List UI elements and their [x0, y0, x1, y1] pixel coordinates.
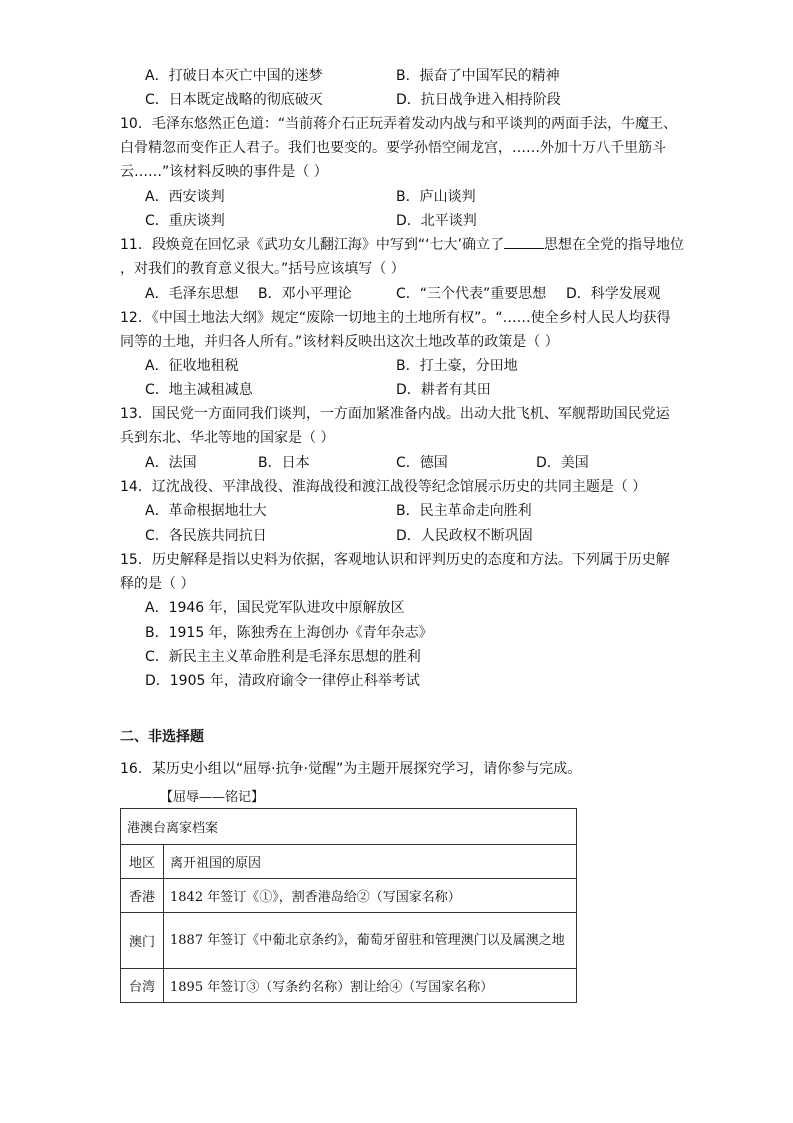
q12-option-b: B．打土豪，分田地 [396, 358, 518, 374]
q12-option-c: C．地主减租减息 [145, 382, 253, 398]
q11-stem-line2: ，对我们的教育意义很大。”括号应该填写（ ） [120, 261, 405, 277]
q15-option-b: B．1915 年，陈独秀在上海创办《青年杂志》 [145, 625, 433, 641]
q10-option-c: C．重庆谈判 [145, 213, 225, 229]
q11-blank [504, 236, 544, 249]
table-header-reason: 离开祖国的原因 [164, 845, 577, 879]
q10-stem-line2: 白骨精忽而变作正人君子。我们也要变的。要学孙悟空闹龙宫，……外加十万八千里筋斗 [120, 140, 666, 156]
q11-option-a: A．毛泽东思想 [145, 286, 239, 302]
q13-option-a: A．法国 [145, 455, 197, 471]
q10-stem-line3: 云……”该材料反映的事件是（ ） [120, 164, 328, 180]
q15-option-c: C．新民主主义革命胜利是毛泽东思想的胜利 [145, 649, 421, 665]
table-row [121, 969, 577, 1003]
q10-option-d: D．北平谈判 [396, 213, 477, 229]
table-row [121, 879, 577, 913]
q13-option-c: C．德国 [396, 455, 448, 471]
q11-stem-part1: 11．段焕竟在回忆录《武功女儿翻江海》中写到“‘七大’确立了 [120, 237, 504, 253]
q12-stem-line1: 12．《中国土地法大纲》规定“废除一切地主的土地所有权”。“……使全乡村人民人均获得 [120, 310, 671, 326]
q15-option-d: D．1905 年，清政府谕令一律停止科举考试 [145, 673, 420, 689]
q11-stem-part2: 思想在全党的指导地位 [543, 237, 684, 253]
q9-option-c: C．日本既定战略的彻底破灭 [145, 92, 323, 108]
q11-option-c: C．“三个代表”重要思想 [396, 286, 547, 302]
q12-option-a: A．征收地租税 [145, 358, 239, 374]
q16-subheading: 【屈辱——铭记】 [160, 790, 265, 805]
q11-option-d: D．科学发展观 [566, 286, 661, 302]
table-title: 港澳台离家档案 [121, 809, 577, 845]
table-cell-region: 香港 [121, 879, 164, 913]
q10-option-b: B．庐山谈判 [396, 189, 476, 205]
q11-stem-line1 [120, 236, 684, 254]
table-cell-reason: 1895 年签订③（写条约名称）割让给④（写国家名称） [164, 969, 577, 1003]
q12-stem-line2: 同等的土地，并归各人所有。”该材料反映出这次土地改革的政策是（ ） [120, 334, 559, 350]
table-cell-reason: 1887 年签订《中葡北京条约》，葡萄牙留驻和管理澳门以及属澳之地 [164, 913, 577, 969]
q14-stem-line1: 14．辽沈战役、平津战役、淮海战役和渡江战役等纪念馆展示历史的共同主题是（ ） [120, 479, 647, 495]
table-row [121, 913, 577, 969]
q15-stem-line2: 释的是（ ） [120, 576, 195, 592]
q13-option-d: D．美国 [536, 455, 589, 471]
table-cell-region: 台湾 [121, 969, 164, 1003]
section-heading: 二、非选择题 [120, 729, 204, 745]
q9-option-d: D．抗日战争进入相持阶段 [396, 92, 561, 108]
q9-option-b: B．振奋了中国军民的精神 [396, 68, 560, 84]
q16-stem-line1: 16．某历史小组以“屈辱·抗争·觉醒”为主题开展探究学习，请你参与完成。 [120, 761, 582, 777]
q13-stem-line2: 兵到东北、华北等地的国家是（ ） [120, 430, 335, 446]
q12-option-d: D．耕者有其田 [396, 382, 491, 398]
table-header-region: 地区 [121, 845, 164, 879]
q16-archive-table [120, 808, 577, 1003]
q13-stem-line1: 13．国民党一方面同我们谈判，一方面加紧准备内战。出动大批飞机、军舰帮助国民党运 [120, 406, 670, 422]
q10-option-a: A．西安谈判 [145, 189, 225, 205]
q14-option-b: B．民主革命走向胜利 [396, 503, 532, 519]
q9-option-a: A．打破日本灭亡中国的迷梦 [145, 68, 323, 84]
q10-stem-line1: 10．毛泽东悠然正色道：“当前蒋介石正玩弄着发动内战与和平谈判的两面手法，牛魔王、 [120, 116, 678, 132]
table-cell-reason: 1842 年签订《①》，割香港岛给②（写国家名称） [164, 879, 577, 913]
q11-option-b: B．邓小平理论 [258, 286, 352, 302]
q14-option-c: C．各民族共同抗日 [145, 528, 267, 544]
table-cell-region: 澳门 [121, 913, 164, 969]
q14-option-a: A．革命根据地壮大 [145, 503, 267, 519]
q15-option-a: A．1946 年，国民党军队进攻中原解放区 [145, 600, 405, 616]
q13-option-b: B．日本 [258, 455, 310, 471]
q14-option-d: D．人民政权不断巩固 [396, 528, 533, 544]
q15-stem-line1: 15．历史解释是指以史料为依据，客观地认识和评判历史的态度和方法。下列属于历史解 [120, 552, 670, 568]
